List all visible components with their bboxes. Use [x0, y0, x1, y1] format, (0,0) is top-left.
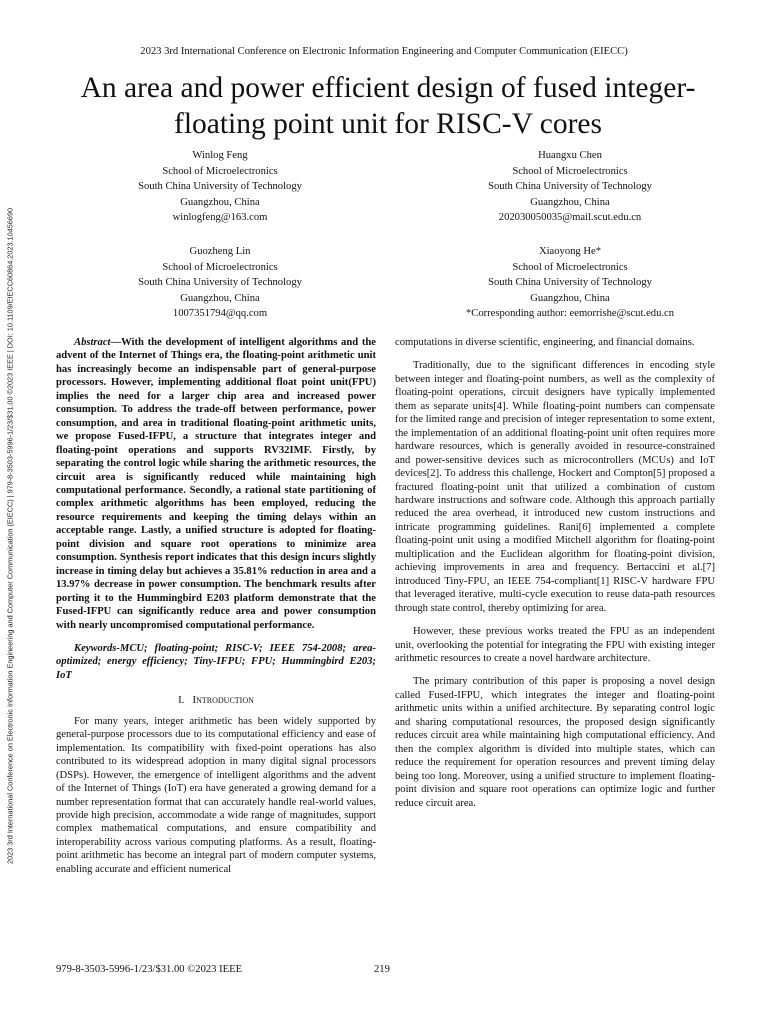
- author-dept: School of Microelectronics: [512, 165, 628, 177]
- paper-title: [40, 70, 736, 142]
- conference-header: 2023 3rd International Conference on Electronic Information Engineering and Computer Communication (EIECC): [140, 46, 628, 57]
- intro-paragraph-2: Traditionally, due to the significant differences in encoding style between integer and floating-point numbers, as well as the complexity of floating-point operations, circuit designers have typically implemented them as separate units[4]. While floating-point numbers can compensate for the limited range and precision of integer representation to some extent, the implementation of an additional floating-point unit often requires more hardware resources, which is generally avoided in resource-constrained and power-sensitive devices such as microcontrollers (MCUs) and IoT devices[2]. To address this challenge, Hockert and Compton[5] proposed a fractured floating-point unit that utilized a combination of custom hardware instructions and software code. Although this approach partially reduced the area overhead, it introduced new custom instructions and intricate programming guidelines. Rani[6] implemented a complete floating-point unit using a modified Mitchell algorithm for floating-point multiplication and the Euclidean algorithm for floating-point division, achieving improvements in area and frequency. Bertaccini et al.[7] introduced Tiny-FPU, an IEEE 754-compliant[1] RISC-V hardware FPU that leveraged iterative, multi-cycle execution to reuse data-path resources through state control, thereby optimizing for area.: [395, 360, 715, 614]
- intro-paragraph-1: For many years, integer arithmetic has been widely supported by general-purpose processors due to its computational efficiency and ease of implementation. Its compatibility with fixed-point operations has also contributed to its widespread adoption in many digital signal processors (DSPs). However, the emergence of intelligent algorithms and the advent of the Internet of Things (IoT) era have generated a growing demand for a number representation format that can accurately handle real-world values, provide high precision, accommodate a wide range of magnitudes, support complex mathematical computations, and ensure compatibility and interoperability across various computing platforms. As a result, floating-point arithmetic has become an integral part of modern computer systems, enabling accurate and efficient numerical: [56, 715, 376, 875]
- abstract: [56, 336, 376, 632]
- author-city: Guangzhou, China: [530, 292, 610, 304]
- section-title: Introduction: [192, 694, 254, 707]
- abstract-label: Abstract: [74, 337, 111, 348]
- author-block-2: [420, 148, 720, 226]
- author-email[interactable]: *Corresponding author: eemorrishe@scut.edu.cn: [465, 308, 675, 319]
- author-block-3: [70, 244, 370, 322]
- author-name: Winlog Feng: [192, 150, 248, 161]
- author-email[interactable]: 202030050035@mail.scut.edu.cn: [498, 212, 642, 223]
- author-block-1: [70, 148, 370, 226]
- author-name: Huangxu Chen: [538, 150, 602, 161]
- author-city: Guangzhou, China: [530, 196, 610, 208]
- left-column: [56, 336, 376, 876]
- keywords: Keywords-MCU; floating-point; RISC-V; IEEE 754-2008; area-optimized; energy efficiency; Tiny-IFPU; FPU; Hummingbird E203; IoT: [56, 642, 376, 681]
- footer-copyright: 979-8-3503-5996-1/23/$31.00 ©2023 IEEE: [56, 964, 243, 975]
- author-city: Guangzhou, China: [180, 292, 260, 304]
- author-univ: South China University of Technology: [488, 277, 652, 288]
- right-column: [395, 336, 715, 810]
- title-line-1: An area and power efficient design of fused integer-: [80, 72, 696, 104]
- page-number: 219: [374, 964, 390, 975]
- author-dept: School of Microelectronics: [162, 261, 278, 273]
- side-margin-text: 2023 3rd International Conference on Electronic Information Engineering and Computer Communication (EIECC) | 979-8-3503-5996-1/23/$31.00 ©2023 IEEE | DOI: 10.1109/EIECC60864.2023.10456690: [5, 207, 15, 865]
- author-city: Guangzhou, China: [180, 196, 260, 208]
- author-univ: South China University of Technology: [138, 277, 302, 288]
- side-margin-doi: [3, 96, 17, 976]
- intro-paragraph-4: The primary contribution of this paper is proposing a novel design called Fused-IFPU, which integrates the integer and floating-point arithmetic units within a unified architecture. By separating control logic and sharing computational resources, the proposed design significantly reduces circuit area while maintaining high computational efficiency. And then the complex algorithm is divided into multiple states, which can reduce the requirement for operation resources and prevent timing delay being too long. Moreover, using a unified structure to implement floating-point division and square root operations can optimize logic and further reduce circuit area.: [395, 676, 715, 809]
- title-line-2: floating point unit for RISC-V cores: [174, 108, 602, 140]
- author-email[interactable]: winlogfeng@163.com: [172, 212, 268, 223]
- author-name: Xiaoyong He*: [538, 246, 602, 257]
- intro-paragraph-1-continued: computations in diverse scientific, engineering, and financial domains.: [395, 337, 695, 348]
- author-name: Guozheng Lin: [189, 246, 251, 257]
- author-dept: School of Microelectronics: [512, 261, 628, 273]
- author-block-4: [420, 244, 720, 322]
- author-email[interactable]: 1007351794@qq.com: [172, 308, 268, 319]
- author-dept: School of Microelectronics: [162, 165, 278, 177]
- section-heading-introduction: [56, 694, 376, 707]
- author-univ: South China University of Technology: [488, 181, 652, 192]
- author-univ: South China University of Technology: [138, 181, 302, 192]
- abstract-text: —With the development of intelligent algorithms and the advent of the Internet of Things era, the floating-point arithmetic unit has increasingly become an indispensable part of general-purpose processors. However, implementing additional float point unit(FPU) implies the need for a larger chip area and increased power consumption. To address the trade-off between performance, power consumption, and area in traditional floating-point arithmetic units, we propose Fused-IFPU, a structure that integrates integer and floating-point operations and supports RV32IMF. Firstly, by separating the control logic while sharing the arithmetic resources, the circuit area is significantly reduced while maintaining high computational performance. Secondly, a rational state partitioning of complex arithmetic algorithms has been employed, reducing the resource requirements and keeping the timing delays within an acceptable range. Lastly, a unified structure is adopted for floating-point division and square root operations to minimize area consumption. Synthesis report indicates that this design incurs slightly increase in timing delay but achieves a 35.81% reduction in area and a 13.97% decrease in power consumption. The benchmark results after porting it to the Hummingbird E203 platform demonstrate that the Fused-IFPU can significantly reduce area and power consumption with nearly uncompromised computational performance.: [56, 337, 376, 631]
- intro-paragraph-3: However, these previous works treated the FPU as an independent unit, overlooking the potential for integrating the FPU with existing integer arithmetic resources to create a novel hardware architecture.: [395, 626, 715, 664]
- section-number: I.: [178, 694, 185, 707]
